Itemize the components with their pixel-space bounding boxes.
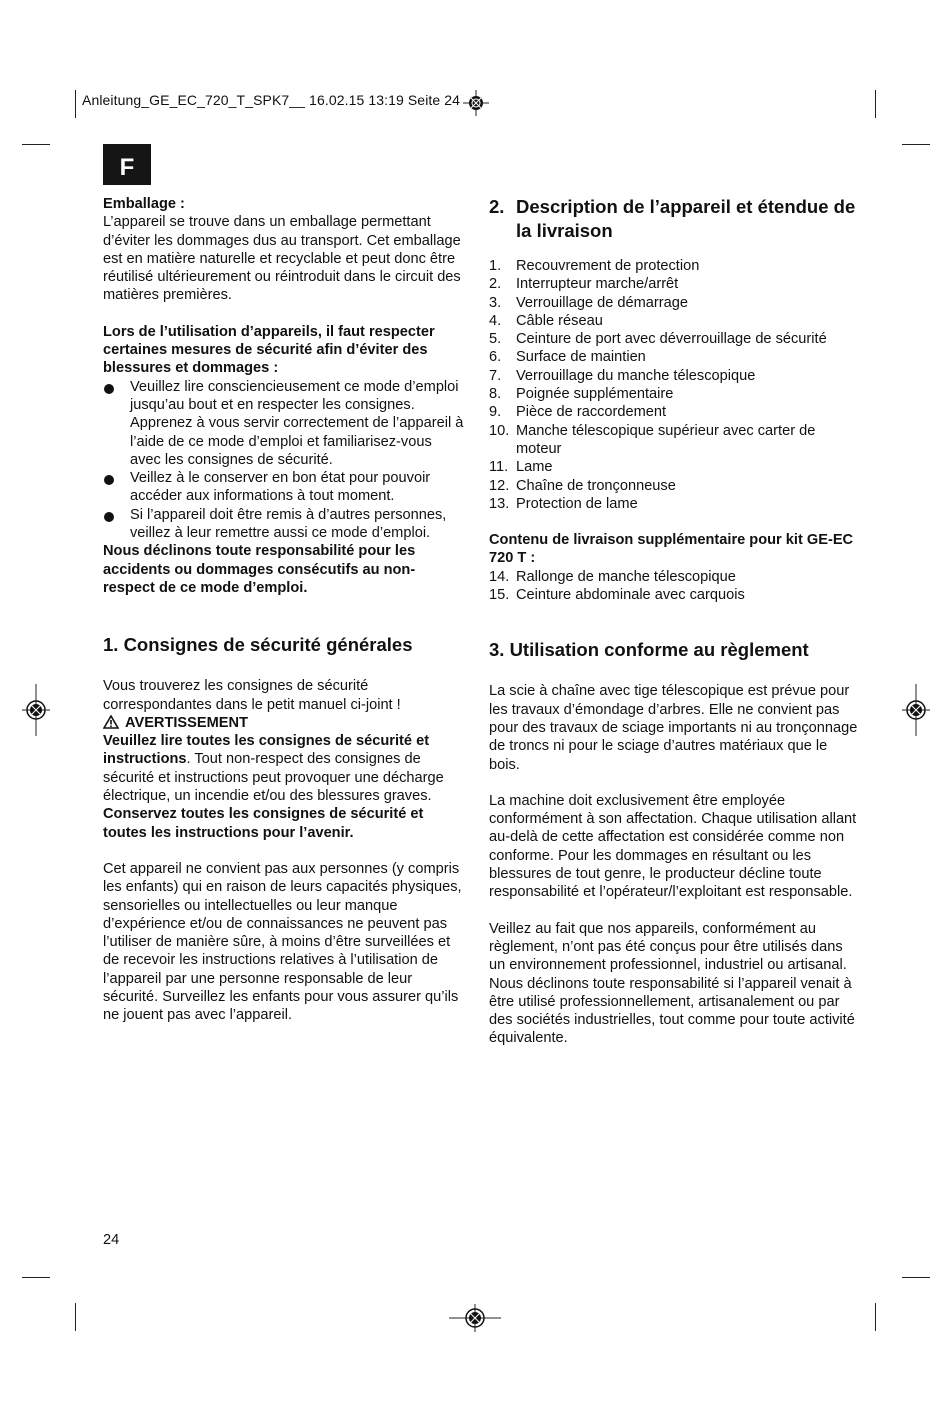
warning-label-line: AVERTISSEMENT [103,714,465,732]
list-item: 8. Poignée supplémentaire [489,386,674,403]
print-slug-header: Anleitung_GE_EC_720_T_SPK7__ 16.02.15 13:19 Seite 24 [82,92,461,108]
registration-mark-right [902,684,930,736]
section1-intro: Vous trouverez les consignes de sécurité correspondantes dans le petit manuel ci-joint ! [103,678,401,713]
section3-para2: La machine doit exclusivement être employée conformément à son affectation. Chaque utilisation allant au-delà de cette affectation est considérée comme non conforme. Pour les dommages en résultant ou les blessures de tout genre, le producteur décline toute responsabilité et l’opérateur/l’exploitant est responsable. [489,792,857,901]
section3-para1: La scie à chaîne avec tige télescopique est prévue pour les travaux d’émondage d’arbres. Elle ne convient pas pour des travaux de sciage importants ni au tronçonnage de troncs ni pour le sciage d’autres matériaux que le bois. [489,683,858,773]
section2-heading: 2. Description de l’appareil et étendue de la livraison [489,196,856,241]
list-item: 5. Ceinture de port avec déverrouillage de sécurité [489,331,827,348]
emballage-text: L’appareil se trouve dans un emballage permettant d’éviter les dommages dus au transport. Cet emballage est en matière naturelle et recyclable et peut donc être réutilisé ultérieurement ou réintroduit dans le circuit des matières premières. [103,214,461,304]
crop-mark-left-top [22,144,50,145]
list-item: Veuillez lire consciencieusement ce mode d’emploi jusqu’au bout et en respecter les consignes. Apprenez à vous servir correctement de l’appareil à l’aide de ce mode d’emploi et familiarisez-vous avec les consignes de sécurité. [103,378,465,469]
crop-mark-right-top [902,144,930,145]
list-item: 13. Protection de lame [489,495,638,512]
list-item: Veillez à le conserver en bon état pour pouvoir accéder aux informations à tout moment. [103,469,465,506]
list-item: 10. Manche télescopique supérieur avec carter de moteur [489,422,816,457]
list-item: 7. Verrouillage du manche télescopique [489,367,756,384]
list-item: 15. Ceinture abdominale avec carquois [489,587,745,604]
crop-mark-right-bottom [902,1277,930,1278]
list-item: Si l’appareil doit être remis à d’autres personnes, veillez à leur remettre aussi ce mode d’emploi. [103,506,465,543]
registration-mark-left [22,684,50,736]
list-item: 12. Chaîne de tronçonneuse [489,477,676,494]
page-number: 24 [103,1232,120,1248]
registration-mark-bottom [449,1304,501,1332]
list-item: 1. Recouvrement de protection [489,258,700,274]
list-item: 3. Verrouillage de démarrage [489,294,688,311]
crop-mark-bottom-left [75,1303,76,1331]
kit-list [489,568,859,605]
list-item: 9. Pièce de raccordement [489,404,667,421]
keep-instructions-text: Conservez toutes les consignes de sécurité et toutes les instructions pour l’avenir. [103,806,424,841]
kit-title: Contenu de livraison supplémentaire pour kit GE-EC 720 T : [489,532,854,567]
bullet-icon [104,512,114,522]
parts-list [489,257,859,513]
liability-text: Nous déclinons toute responsabilité pour les accidents ou dommages consécutifs au non-respect de ce mode d’emploi. [103,543,416,596]
list-item: 11. Lame [489,459,553,476]
crop-mark-top-right [875,90,876,118]
right-column [489,195,859,1048]
crop-mark-top-left [75,90,76,118]
safety-bullets [103,378,465,543]
section3-para3: Veillez au fait que nos appareils, conformément au règlement, n’ont pas été conçus pour être utilisés dans un environnement professionnel, industriel ou artisanal. Nous déclinons toute responsabilité si l’appareil venait à être utilisé professionnellement, artisanalement ou par des sociétés industrielles, tout comme pour toute activité équivalente. [489,920,855,1047]
list-item: 4. Câble réseau [489,312,603,329]
warning-paragraph: Veuillez lire toutes les consignes de sécurité et instructions. Tout non-respect des consignes de sécurité et instructions peut provoquer une décharge électrique, un incendie et/ou des blessures graves. [103,733,444,805]
list-item: 2. Interrupteur marche/arrêt [489,276,679,293]
warning-triangle-icon [103,715,119,729]
crop-mark-left-bottom [22,1277,50,1278]
section1-heading: 1. Consignes de sécurité générales [103,634,413,656]
left-column [103,195,465,1025]
list-item: 6. Surface de maintien [489,349,646,366]
safety-intro: Lors de l’utilisation d’appareils, il faut respecter certaines mesures de sécurité afin d’éviter des blessures et dommages : [103,323,435,377]
bullet-icon [104,384,114,394]
crop-mark-bottom-right [875,1303,876,1331]
children-paragraph: Cet appareil ne convient pas aux personnes (y compris les enfants) qui en raison de leurs capacités physiques, sensorielles ou intellectuelles ou leur manque d’expérience et/ou de connaissances ne peuvent pas l’utiliser de manière sûre, à moins d’être surveillées et de recevoir les instructions relatives à l’utilisation de l’appareil par une personne responsable de leur sécurité. Surveillez les enfants pour vous assurer qu’ils ne jouent pas avec l’appareil. [103,860,462,1024]
section3-heading: 3. Utilisation conforme au règlement [489,639,809,661]
emballage-title: Emballage : [103,196,185,212]
registration-mark-top [463,90,489,116]
list-item: 14. Rallonge de manche télescopique [489,568,736,585]
bullet-icon [104,475,114,485]
language-badge: F [103,144,151,185]
